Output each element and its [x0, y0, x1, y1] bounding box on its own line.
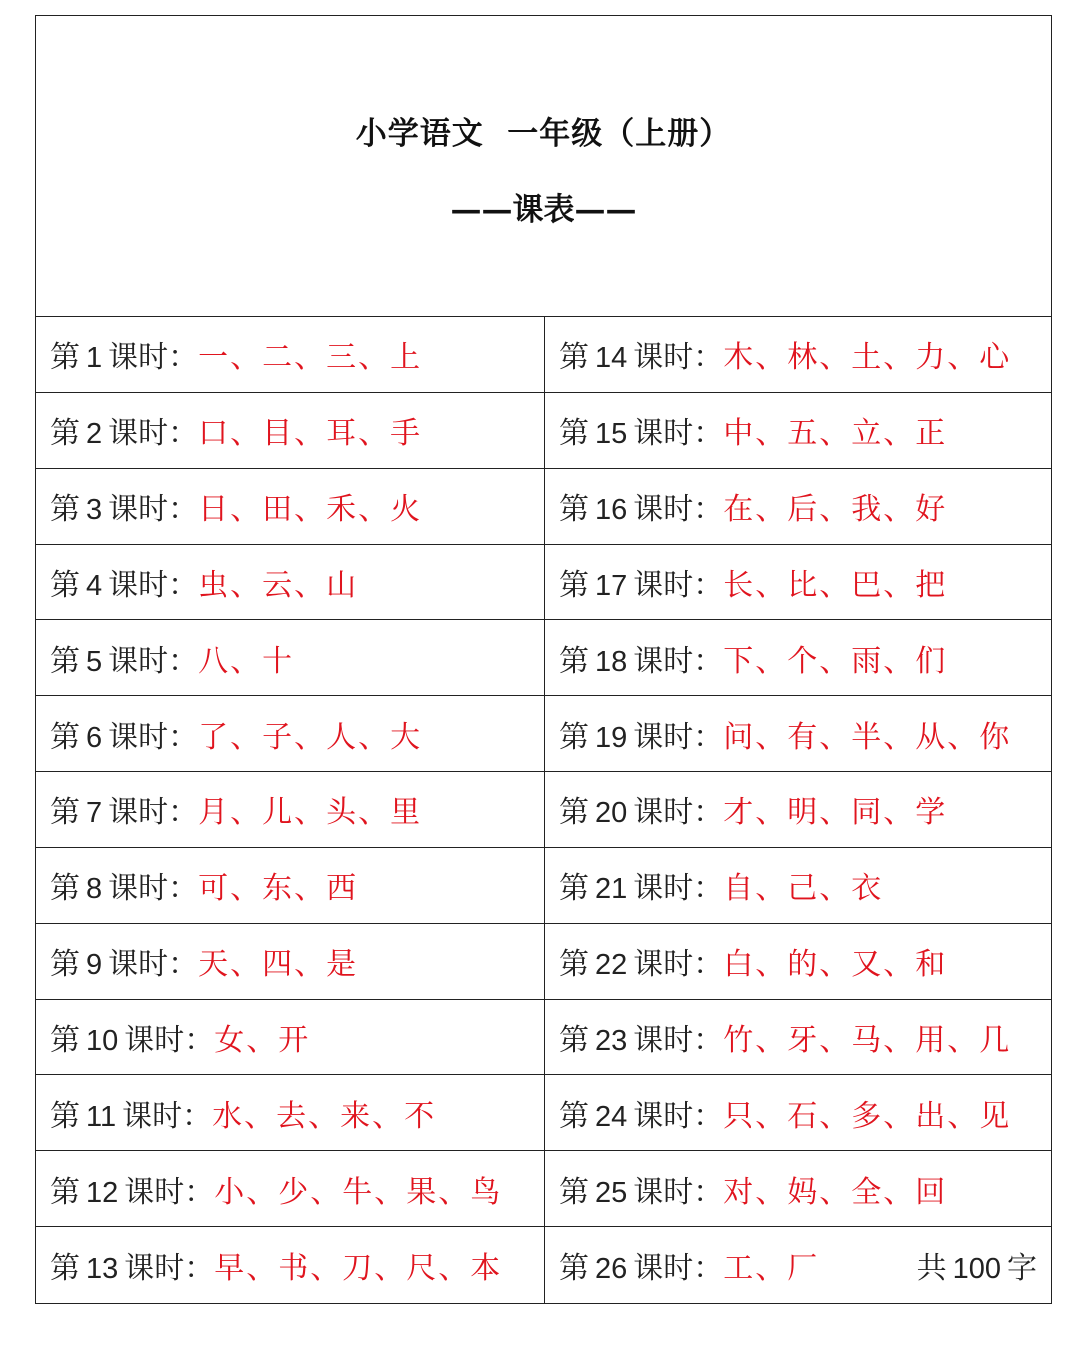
- lesson-prefix: 第: [50, 1174, 80, 1210]
- lesson-label: [50, 1243, 214, 1287]
- lesson-characters: 虫、云、山: [198, 567, 359, 603]
- lesson-characters: 长、比、巴、把: [723, 567, 948, 603]
- total-number: 100: [952, 1253, 1001, 1286]
- lesson-characters: 小、少、牛、果、鸟: [214, 1174, 503, 1210]
- lesson-number: 11: [86, 1100, 117, 1133]
- lesson-suffix: 课时：: [633, 1174, 724, 1210]
- lesson-prefix: 第: [50, 492, 80, 528]
- lesson-suffix: 课时：: [122, 1098, 213, 1134]
- lesson-label: [559, 1167, 723, 1211]
- lesson-characters: 了、子、人、大: [198, 719, 423, 755]
- lesson-characters: 工、厂: [723, 1251, 820, 1287]
- lesson-characters: 天、四、是: [198, 947, 359, 983]
- lesson-prefix: 第: [559, 340, 589, 376]
- lesson-characters: 一、二、三、上: [198, 340, 423, 376]
- lesson-label: [559, 484, 723, 528]
- lesson-label: [559, 1015, 723, 1059]
- lesson-number: 2: [86, 418, 103, 451]
- lesson-characters: 下、个、雨、们: [723, 643, 948, 679]
- lesson-cell: [36, 924, 545, 1000]
- lesson-characters: 可、东、西: [198, 871, 359, 907]
- lesson-label: [50, 1091, 212, 1135]
- lesson-label: [559, 636, 723, 680]
- lesson-prefix: 第: [559, 492, 589, 528]
- lesson-number: 14: [595, 342, 628, 375]
- lesson-characters: 早、书、刀、尺、本: [214, 1251, 503, 1287]
- lesson-prefix: 第: [50, 567, 80, 603]
- lesson-characters: 对、妈、全、回: [723, 1174, 948, 1210]
- lesson-cell: [545, 696, 1051, 772]
- lesson-prefix: 第: [559, 795, 589, 831]
- lesson-characters: 月、儿、头、里: [198, 795, 423, 831]
- lesson-characters: 日、田、禾、火: [198, 492, 423, 528]
- lesson-prefix: 第: [50, 340, 80, 376]
- lesson-prefix: 第: [50, 795, 80, 831]
- lesson-prefix: 第: [50, 871, 80, 907]
- lesson-characters: 白、的、又、和: [723, 947, 948, 983]
- lesson-cell: [545, 1227, 1051, 1303]
- lesson-cell: [36, 469, 545, 545]
- lesson-suffix: 课时：: [633, 1251, 724, 1287]
- lesson-grid: [36, 317, 1051, 1303]
- lesson-cell: [36, 393, 545, 469]
- lesson-number: 8: [86, 873, 103, 906]
- lesson-cell: [36, 1227, 545, 1303]
- lesson-suffix: 课时：: [108, 719, 199, 755]
- lesson-number: 5: [86, 645, 103, 678]
- lesson-prefix: 第: [559, 643, 589, 679]
- lesson-number: 12: [86, 1176, 119, 1209]
- lesson-number: 1: [86, 342, 103, 375]
- lesson-suffix: 课时：: [633, 340, 724, 376]
- lesson-characters: 问、有、半、从、你: [723, 719, 1012, 755]
- lesson-cell: [545, 469, 1051, 545]
- lesson-number: 6: [86, 721, 103, 754]
- lesson-suffix: 课时：: [633, 567, 724, 603]
- lesson-cell: [545, 1000, 1051, 1076]
- lesson-suffix: 课时：: [633, 719, 724, 755]
- lesson-label: [559, 939, 723, 983]
- lesson-suffix: 课时：: [633, 492, 724, 528]
- lesson-number: 3: [86, 494, 103, 527]
- lesson-prefix: 第: [50, 947, 80, 983]
- lesson-label: [50, 560, 198, 604]
- lesson-characters: 自、己、衣: [723, 871, 884, 907]
- lesson-prefix: 第: [559, 1251, 589, 1287]
- lesson-prefix: 第: [559, 719, 589, 755]
- lesson-suffix: 课时：: [633, 643, 724, 679]
- lesson-cell: [36, 772, 545, 848]
- lesson-number: 25: [595, 1176, 628, 1209]
- lesson-prefix: 第: [559, 416, 589, 452]
- lesson-suffix: 课时：: [633, 871, 724, 907]
- lesson-cell: [36, 848, 545, 924]
- lesson-number: 10: [86, 1025, 119, 1058]
- lesson-characters: 八、十: [198, 643, 295, 679]
- lesson-number: 22: [595, 949, 628, 982]
- lesson-cell: [36, 1000, 545, 1076]
- lesson-suffix: 课时：: [108, 567, 199, 603]
- lesson-cell: [36, 1075, 545, 1151]
- lesson-suffix: 课时：: [108, 416, 199, 452]
- lesson-characters: 只、石、多、出、见: [723, 1098, 1012, 1134]
- lesson-suffix: 课时：: [108, 795, 199, 831]
- lesson-suffix: 课时：: [124, 1174, 215, 1210]
- lesson-characters: 水、去、来、不: [212, 1098, 437, 1134]
- lesson-number: 7: [86, 797, 103, 830]
- lesson-characters: 女、开: [214, 1023, 311, 1059]
- lesson-cell: [36, 620, 545, 696]
- lesson-number: 23: [595, 1025, 628, 1058]
- lesson-cell: [545, 545, 1051, 621]
- lesson-cell: [545, 1075, 1051, 1151]
- lesson-table-sheet: [35, 15, 1052, 1304]
- page-subtitle: ——课表——: [450, 192, 637, 228]
- lesson-prefix: 第: [559, 947, 589, 983]
- lesson-prefix: 第: [559, 1174, 589, 1210]
- lesson-suffix: 课时：: [124, 1023, 215, 1059]
- lesson-suffix: 课时：: [124, 1251, 215, 1287]
- total-prefix: 共: [916, 1251, 947, 1287]
- lesson-label: [50, 939, 198, 983]
- lesson-label: [50, 484, 198, 528]
- lesson-cell: [545, 620, 1051, 696]
- lesson-characters: 在、后、我、好: [723, 492, 948, 528]
- lesson-prefix: 第: [50, 643, 80, 679]
- lesson-number: 24: [595, 1100, 628, 1133]
- lesson-prefix: 第: [50, 1098, 80, 1134]
- lesson-label: [559, 408, 723, 452]
- lesson-cell: [36, 545, 545, 621]
- lesson-number: 17: [595, 569, 628, 602]
- lesson-label: [50, 408, 198, 452]
- lesson-prefix: 第: [559, 567, 589, 603]
- lesson-label: [50, 1015, 214, 1059]
- lesson-suffix: 课时：: [108, 947, 199, 983]
- lesson-number: 20: [595, 797, 628, 830]
- lesson-number: 19: [595, 721, 628, 754]
- lesson-label: [50, 332, 198, 376]
- lesson-suffix: 课时：: [633, 1098, 724, 1134]
- lesson-cell: [36, 1151, 545, 1227]
- lesson-suffix: 课时：: [633, 416, 724, 452]
- lesson-number: 18: [595, 645, 628, 678]
- lesson-label: [559, 712, 723, 756]
- lesson-suffix: 课时：: [108, 643, 199, 679]
- lesson-characters: 中、五、立、正: [723, 416, 948, 452]
- lesson-number: 9: [86, 949, 103, 982]
- lesson-prefix: 第: [559, 1098, 589, 1134]
- lesson-number: 26: [595, 1253, 628, 1286]
- lesson-label: [50, 636, 198, 680]
- lesson-number: 16: [595, 494, 628, 527]
- lesson-number: 15: [595, 418, 628, 451]
- header-box: [36, 16, 1051, 317]
- lesson-label: [559, 332, 723, 376]
- lesson-prefix: 第: [50, 719, 80, 755]
- lesson-cell: [545, 848, 1051, 924]
- lesson-cell: [545, 924, 1051, 1000]
- lesson-suffix: 课时：: [108, 340, 199, 376]
- lesson-label: [559, 787, 723, 831]
- lesson-prefix: 第: [50, 1023, 80, 1059]
- lesson-cell: [545, 1151, 1051, 1227]
- lesson-cell: [36, 317, 545, 393]
- lesson-characters: 口、目、耳、手: [198, 416, 423, 452]
- total-suffix: 字: [1007, 1251, 1037, 1287]
- lesson-suffix: 课时：: [108, 492, 199, 528]
- lesson-prefix: 第: [559, 871, 589, 907]
- lesson-cell: [36, 696, 545, 772]
- lesson-suffix: 课时：: [633, 1023, 724, 1059]
- lesson-suffix: 课时：: [633, 947, 724, 983]
- lesson-cell: [545, 772, 1051, 848]
- lesson-suffix: 课时：: [633, 795, 724, 831]
- lesson-label: [50, 787, 198, 831]
- total-character-count: [917, 1243, 1037, 1287]
- lesson-cell: [545, 317, 1051, 393]
- lesson-number: 21: [595, 873, 628, 906]
- lesson-cell: [545, 393, 1051, 469]
- lesson-characters: 木、林、土、力、心: [723, 340, 1012, 376]
- lesson-prefix: 第: [50, 1251, 80, 1287]
- lesson-prefix: 第: [50, 416, 80, 452]
- lesson-label: [559, 863, 723, 907]
- page-title: 小学语文 一年级（上册）: [355, 116, 732, 152]
- lesson-number: 13: [86, 1253, 119, 1286]
- lesson-label: [559, 1091, 723, 1135]
- lesson-label: [559, 560, 723, 604]
- lesson-suffix: 课时：: [108, 871, 199, 907]
- lesson-label: [50, 1167, 214, 1211]
- lesson-number: 4: [86, 569, 103, 602]
- lesson-label: [559, 1243, 723, 1287]
- lesson-prefix: 第: [559, 1023, 589, 1059]
- lesson-label: [50, 863, 198, 907]
- lesson-characters: 才、明、同、学: [723, 795, 948, 831]
- lesson-label: [50, 712, 198, 756]
- lesson-characters: 竹、牙、马、用、几: [723, 1023, 1012, 1059]
